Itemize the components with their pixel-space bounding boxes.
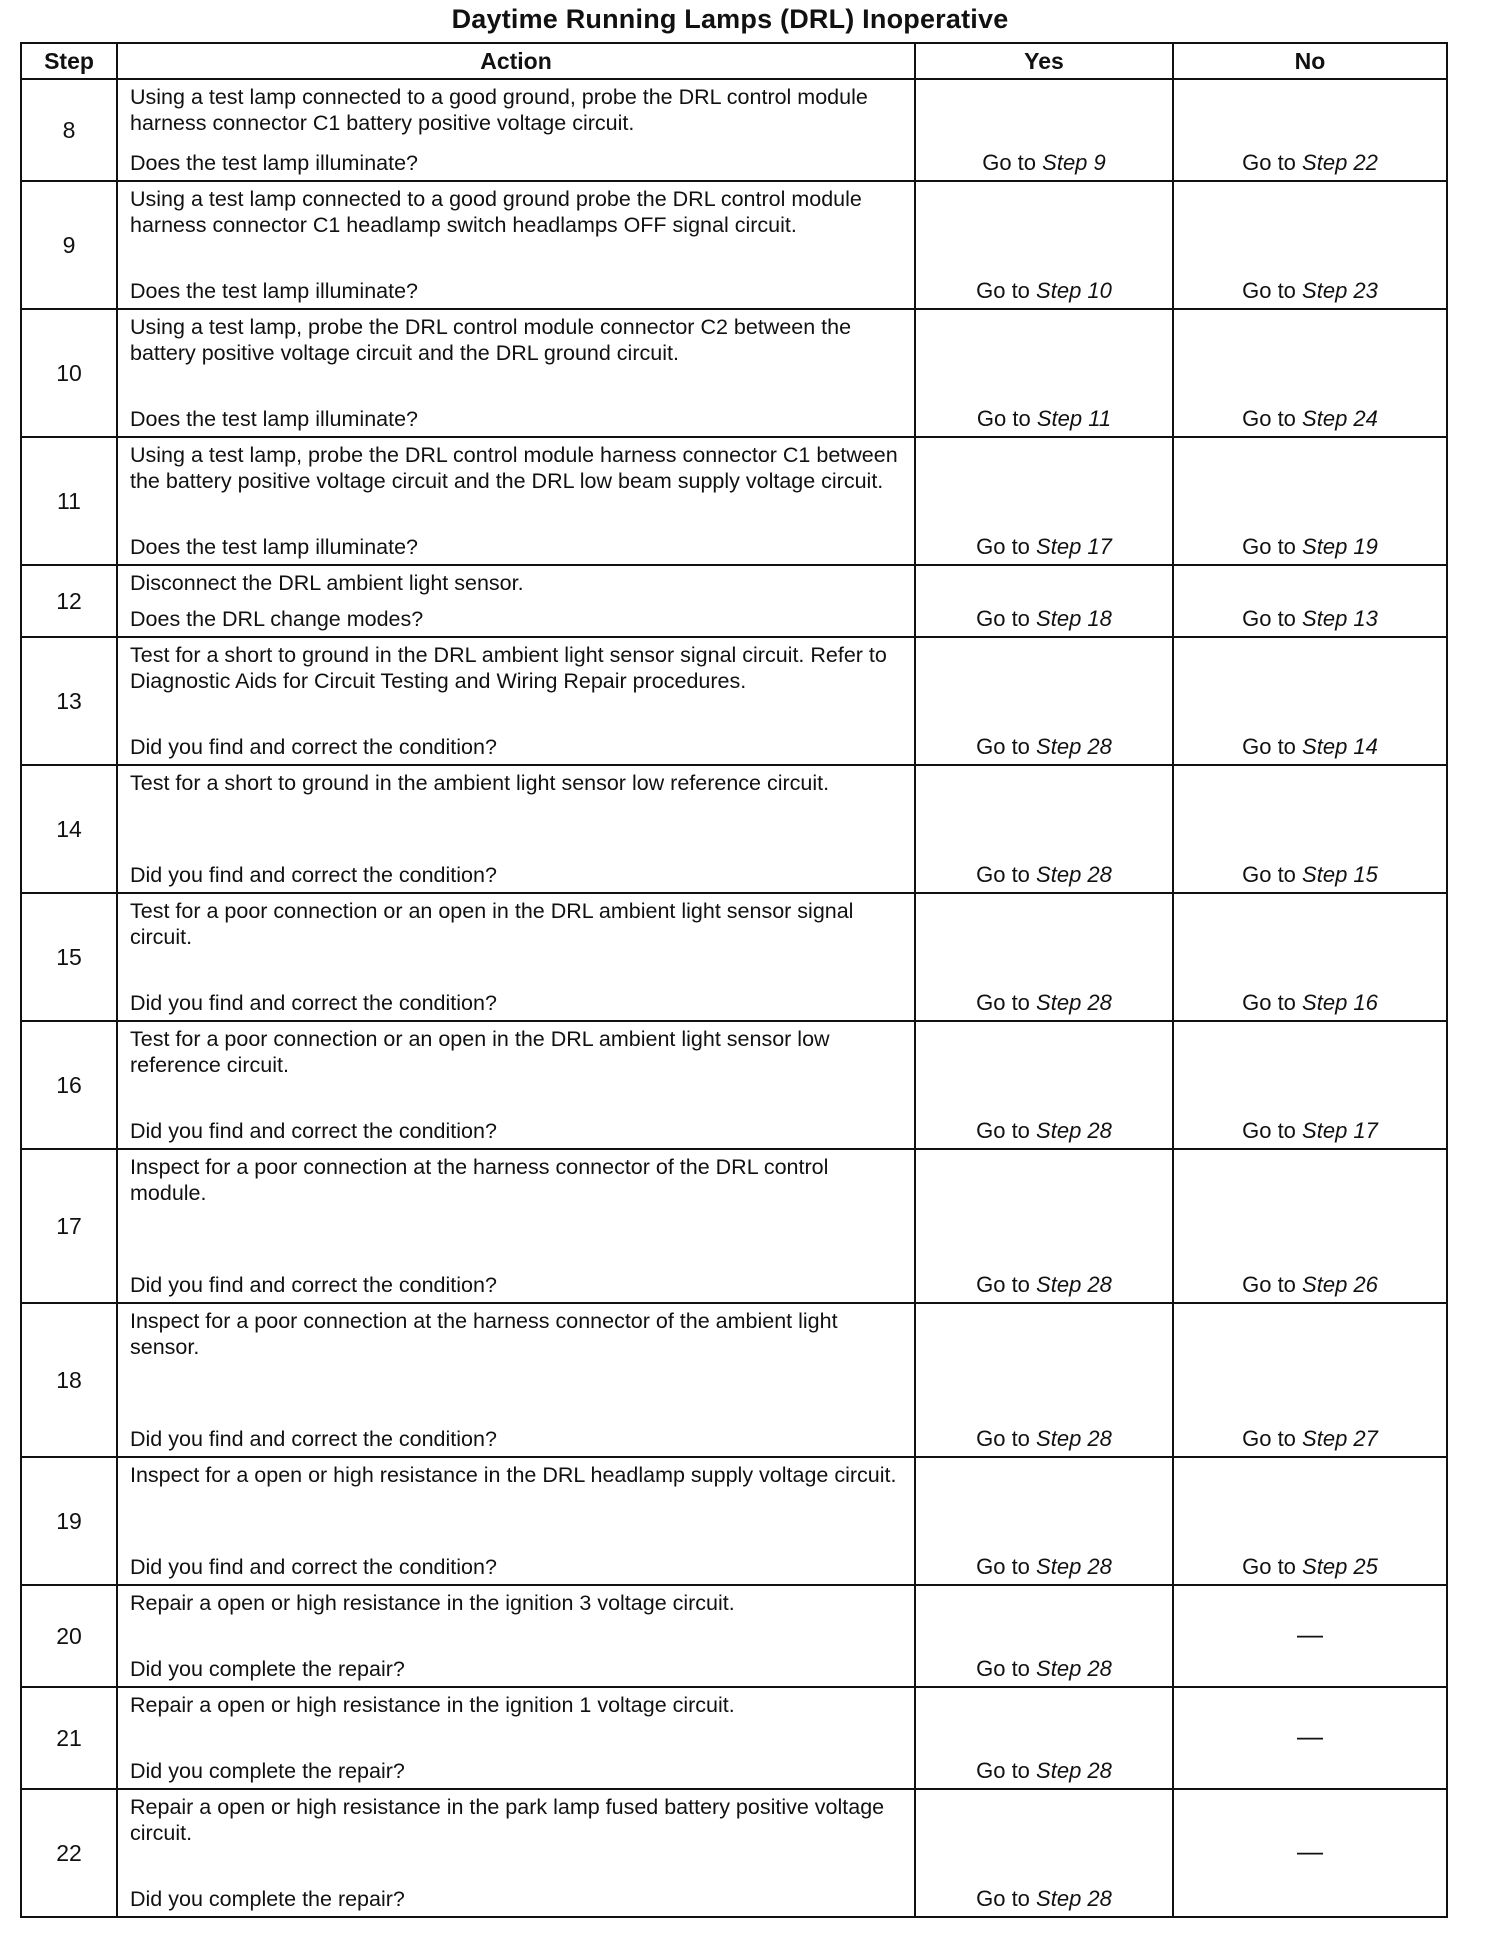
no-goto-step: Step 23 xyxy=(1302,278,1378,303)
action-instruction: Using a test lamp, probe the DRL control module connector C2 between the battery positive voltage circuit and the DRL ground circuit. xyxy=(130,315,852,365)
action-question: Did you complete the repair? xyxy=(130,1759,405,1783)
action-instruction: Inspect for a open or high resistance in the DRL headlamp supply voltage circuit. xyxy=(130,1463,897,1487)
action-content xyxy=(130,570,904,632)
yes-cell xyxy=(915,1687,1173,1789)
yes-goto-step: Step 28 xyxy=(1036,1656,1112,1681)
step-number: 21 xyxy=(21,1687,117,1789)
action-cell xyxy=(117,893,915,1021)
yes-goto-step: Step 28 xyxy=(1036,1758,1112,1783)
no-cell xyxy=(1173,893,1447,1021)
no-cell xyxy=(1173,79,1447,181)
action-question: Did you find and correct the condition? xyxy=(130,1427,497,1451)
action-cell xyxy=(117,565,915,637)
no-goto-prefix: Go to xyxy=(1242,278,1296,303)
no-goto-step: Step 17 xyxy=(1302,1118,1378,1143)
action-content xyxy=(130,314,904,432)
no-goto-prefix: Go to xyxy=(1242,734,1296,759)
action-instruction: Test for a short to ground in the DRL ambient light sensor signal circuit. Refer to Diagnostic Aids for Circuit Testing and Wiring Repair procedures. xyxy=(130,643,887,693)
no-dash: — xyxy=(1297,1618,1323,1649)
yes-cell xyxy=(915,1303,1173,1457)
yes-goto-prefix: Go to xyxy=(976,1886,1030,1911)
no-goto-step: Step 26 xyxy=(1302,1272,1378,1297)
action-cell xyxy=(117,1687,915,1789)
header-step: Step xyxy=(21,43,117,79)
no-cell xyxy=(1173,1457,1447,1585)
yes-goto-step: Step 9 xyxy=(1042,150,1106,175)
no-cell xyxy=(1173,1021,1447,1149)
yes-goto-step: Step 18 xyxy=(1036,606,1112,631)
action-question: Does the test lamp illuminate? xyxy=(130,279,419,303)
step-number: 19 xyxy=(21,1457,117,1585)
no-cell xyxy=(1173,1789,1447,1917)
yes-goto-step: Step 10 xyxy=(1036,278,1112,303)
yes-goto-prefix: Go to xyxy=(976,1656,1030,1681)
yes-goto-step: Step 28 xyxy=(1036,1886,1112,1911)
action-content xyxy=(130,1794,904,1912)
no-goto-prefix: Go to xyxy=(1242,150,1296,175)
no-goto-prefix: Go to xyxy=(1242,862,1296,887)
action-cell xyxy=(117,1585,915,1687)
action-content xyxy=(130,1308,904,1452)
action-instruction: Using a test lamp connected to a good ground, probe the DRL control module harness connector C1 battery positive voltage circuit. xyxy=(130,85,868,135)
no-goto-step: Step 19 xyxy=(1302,534,1378,559)
action-cell xyxy=(117,637,915,765)
no-goto-prefix: Go to xyxy=(1242,606,1296,631)
action-instruction: Using a test lamp, probe the DRL control module harness connector C1 between the battery positive voltage circuit and the DRL low beam supply voltage circuit. xyxy=(130,443,898,493)
action-content xyxy=(130,84,904,176)
action-instruction: Test for a short to ground in the ambient light sensor low reference circuit. xyxy=(130,771,830,795)
action-question: Did you complete the repair? xyxy=(130,1887,405,1911)
table-row xyxy=(21,1789,1447,1917)
no-cell xyxy=(1173,1149,1447,1303)
action-cell xyxy=(117,437,915,565)
action-question: Does the test lamp illuminate? xyxy=(130,535,419,559)
table-row xyxy=(21,1585,1447,1687)
yes-goto-step: Step 28 xyxy=(1036,1118,1112,1143)
header-action: Action xyxy=(117,43,915,79)
no-goto-step: Step 15 xyxy=(1302,862,1378,887)
yes-goto-prefix: Go to xyxy=(976,734,1030,759)
yes-goto-prefix: Go to xyxy=(976,606,1030,631)
no-goto-step: Step 24 xyxy=(1302,406,1378,431)
action-instruction: Inspect for a poor connection at the harness connector of the DRL control module. xyxy=(130,1155,829,1205)
yes-goto-step: Step 28 xyxy=(1036,990,1112,1015)
step-number: 11 xyxy=(21,437,117,565)
table-header-row xyxy=(21,43,1447,79)
diagnostic-table xyxy=(20,42,1448,1918)
action-content xyxy=(130,1462,904,1580)
no-goto-step: Step 16 xyxy=(1302,990,1378,1015)
no-cell xyxy=(1173,765,1447,893)
yes-cell xyxy=(915,181,1173,309)
step-number: 15 xyxy=(21,893,117,1021)
yes-cell xyxy=(915,309,1173,437)
yes-goto-step: Step 17 xyxy=(1036,534,1112,559)
table-row xyxy=(21,1021,1447,1149)
table-row xyxy=(21,79,1447,181)
yes-goto-step: Step 11 xyxy=(1036,406,1112,431)
action-content xyxy=(130,1692,904,1784)
action-question: Did you find and correct the condition? xyxy=(130,1119,497,1143)
action-content xyxy=(130,770,904,888)
step-number: 10 xyxy=(21,309,117,437)
yes-goto-step: Step 28 xyxy=(1036,862,1112,887)
header-yes: Yes xyxy=(915,43,1173,79)
action-content xyxy=(130,1154,904,1298)
action-instruction: Inspect for a poor connection at the harness connector of the ambient light sensor. xyxy=(130,1309,838,1359)
yes-goto-prefix: Go to xyxy=(976,1118,1030,1143)
table-row xyxy=(21,565,1447,637)
yes-cell xyxy=(915,1457,1173,1585)
no-goto-prefix: Go to xyxy=(1242,1118,1296,1143)
action-content xyxy=(130,442,904,560)
yes-cell xyxy=(915,437,1173,565)
yes-goto-prefix: Go to xyxy=(976,1554,1030,1579)
action-content xyxy=(130,186,904,304)
no-cell xyxy=(1173,181,1447,309)
step-number: 8 xyxy=(21,79,117,181)
step-number: 9 xyxy=(21,181,117,309)
table-row xyxy=(21,1303,1447,1457)
action-question: Did you find and correct the condition? xyxy=(130,1555,497,1579)
yes-goto-prefix: Go to xyxy=(976,1758,1030,1783)
action-instruction: Repair a open or high resistance in the ignition 3 voltage circuit. xyxy=(130,1591,735,1615)
action-instruction: Test for a poor connection or an open in the DRL ambient light sensor low reference circuit. xyxy=(130,1027,830,1077)
no-cell xyxy=(1173,1687,1447,1789)
step-number: 17 xyxy=(21,1149,117,1303)
action-question: Did you find and correct the condition? xyxy=(130,735,497,759)
table-row xyxy=(21,765,1447,893)
no-goto-step: Step 25 xyxy=(1302,1554,1378,1579)
step-number: 22 xyxy=(21,1789,117,1917)
action-content xyxy=(130,1026,904,1144)
no-dash: — xyxy=(1297,1835,1323,1866)
no-goto-prefix: Go to xyxy=(1242,1554,1296,1579)
yes-cell xyxy=(915,1789,1173,1917)
table-row xyxy=(21,437,1447,565)
action-instruction: Repair a open or high resistance in the ignition 1 voltage circuit. xyxy=(130,1693,735,1717)
action-question: Does the test lamp illuminate? xyxy=(130,151,419,175)
no-goto-prefix: Go to xyxy=(1242,1426,1296,1451)
no-goto-step: Step 22 xyxy=(1302,150,1378,175)
no-cell xyxy=(1173,1303,1447,1457)
action-cell xyxy=(117,1789,915,1917)
yes-goto-prefix: Go to xyxy=(976,990,1030,1015)
no-goto-prefix: Go to xyxy=(1242,406,1296,431)
yes-cell xyxy=(915,637,1173,765)
action-cell xyxy=(117,79,915,181)
action-instruction: Repair a open or high resistance in the park lamp fused battery positive voltage circuit. xyxy=(130,1795,885,1845)
no-goto-prefix: Go to xyxy=(1242,990,1296,1015)
step-number: 16 xyxy=(21,1021,117,1149)
yes-goto-prefix: Go to xyxy=(976,862,1030,887)
action-cell xyxy=(117,1149,915,1303)
no-goto-step: Step 14 xyxy=(1302,734,1378,759)
action-instruction: Disconnect the DRL ambient light sensor. xyxy=(130,571,524,595)
table-row xyxy=(21,637,1447,765)
yes-goto-prefix: Go to xyxy=(976,278,1030,303)
action-cell xyxy=(117,1021,915,1149)
table-row xyxy=(21,893,1447,1021)
action-content xyxy=(130,898,904,1016)
no-goto-step: Step 13 xyxy=(1302,606,1378,631)
action-cell xyxy=(117,765,915,893)
action-cell xyxy=(117,181,915,309)
table-row xyxy=(21,1457,1447,1585)
page-title: Daytime Running Lamps (DRL) Inoperative xyxy=(451,4,1009,34)
action-question: Does the test lamp illuminate? xyxy=(130,407,419,431)
action-content xyxy=(130,1590,904,1682)
step-number: 13 xyxy=(21,637,117,765)
action-instruction: Test for a poor connection or an open in the DRL ambient light sensor signal circuit. xyxy=(130,899,854,949)
action-cell xyxy=(117,309,915,437)
no-cell xyxy=(1173,565,1447,637)
no-cell xyxy=(1173,437,1447,565)
yes-goto-step: Step 28 xyxy=(1036,1426,1112,1451)
action-cell xyxy=(117,1457,915,1585)
header-no: No xyxy=(1173,43,1447,79)
table-row xyxy=(21,1149,1447,1303)
table-row xyxy=(21,309,1447,437)
yes-goto-prefix: Go to xyxy=(982,150,1037,175)
yes-cell xyxy=(915,1021,1173,1149)
yes-cell xyxy=(915,765,1173,893)
action-content xyxy=(130,642,904,760)
yes-goto-prefix: Go to xyxy=(976,406,1031,431)
no-cell xyxy=(1173,1585,1447,1687)
yes-cell xyxy=(915,79,1173,181)
action-cell xyxy=(117,1303,915,1457)
step-number: 18 xyxy=(21,1303,117,1457)
yes-cell xyxy=(915,1585,1173,1687)
no-goto-prefix: Go to xyxy=(1242,1272,1296,1297)
yes-goto-step: Step 28 xyxy=(1036,1272,1112,1297)
table-row xyxy=(21,181,1447,309)
action-question: Did you complete the repair? xyxy=(130,1657,405,1681)
yes-goto-step: Step 28 xyxy=(1036,734,1112,759)
yes-goto-prefix: Go to xyxy=(976,1426,1030,1451)
table-row xyxy=(21,1687,1447,1789)
step-number: 14 xyxy=(21,765,117,893)
no-goto-step: Step 27 xyxy=(1302,1426,1378,1451)
yes-cell xyxy=(915,1149,1173,1303)
yes-goto-prefix: Go to xyxy=(976,1272,1030,1297)
no-cell xyxy=(1173,309,1447,437)
step-number: 12 xyxy=(21,565,117,637)
yes-cell xyxy=(915,565,1173,637)
action-question: Did you find and correct the condition? xyxy=(130,863,497,887)
action-question: Did you find and correct the condition? xyxy=(130,991,497,1015)
yes-cell xyxy=(915,893,1173,1021)
yes-goto-step: Step 28 xyxy=(1036,1554,1112,1579)
action-question: Does the DRL change modes? xyxy=(130,607,424,631)
action-instruction: Using a test lamp connected to a good ground probe the DRL control module harness connector C1 headlamp switch headlamps OFF signal circuit. xyxy=(130,187,862,237)
no-goto-prefix: Go to xyxy=(1242,534,1296,559)
action-question: Did you find and correct the condition? xyxy=(130,1273,497,1297)
no-dash: — xyxy=(1297,1720,1323,1751)
yes-goto-prefix: Go to xyxy=(976,534,1030,559)
step-number: 20 xyxy=(21,1585,117,1687)
no-cell xyxy=(1173,637,1447,765)
